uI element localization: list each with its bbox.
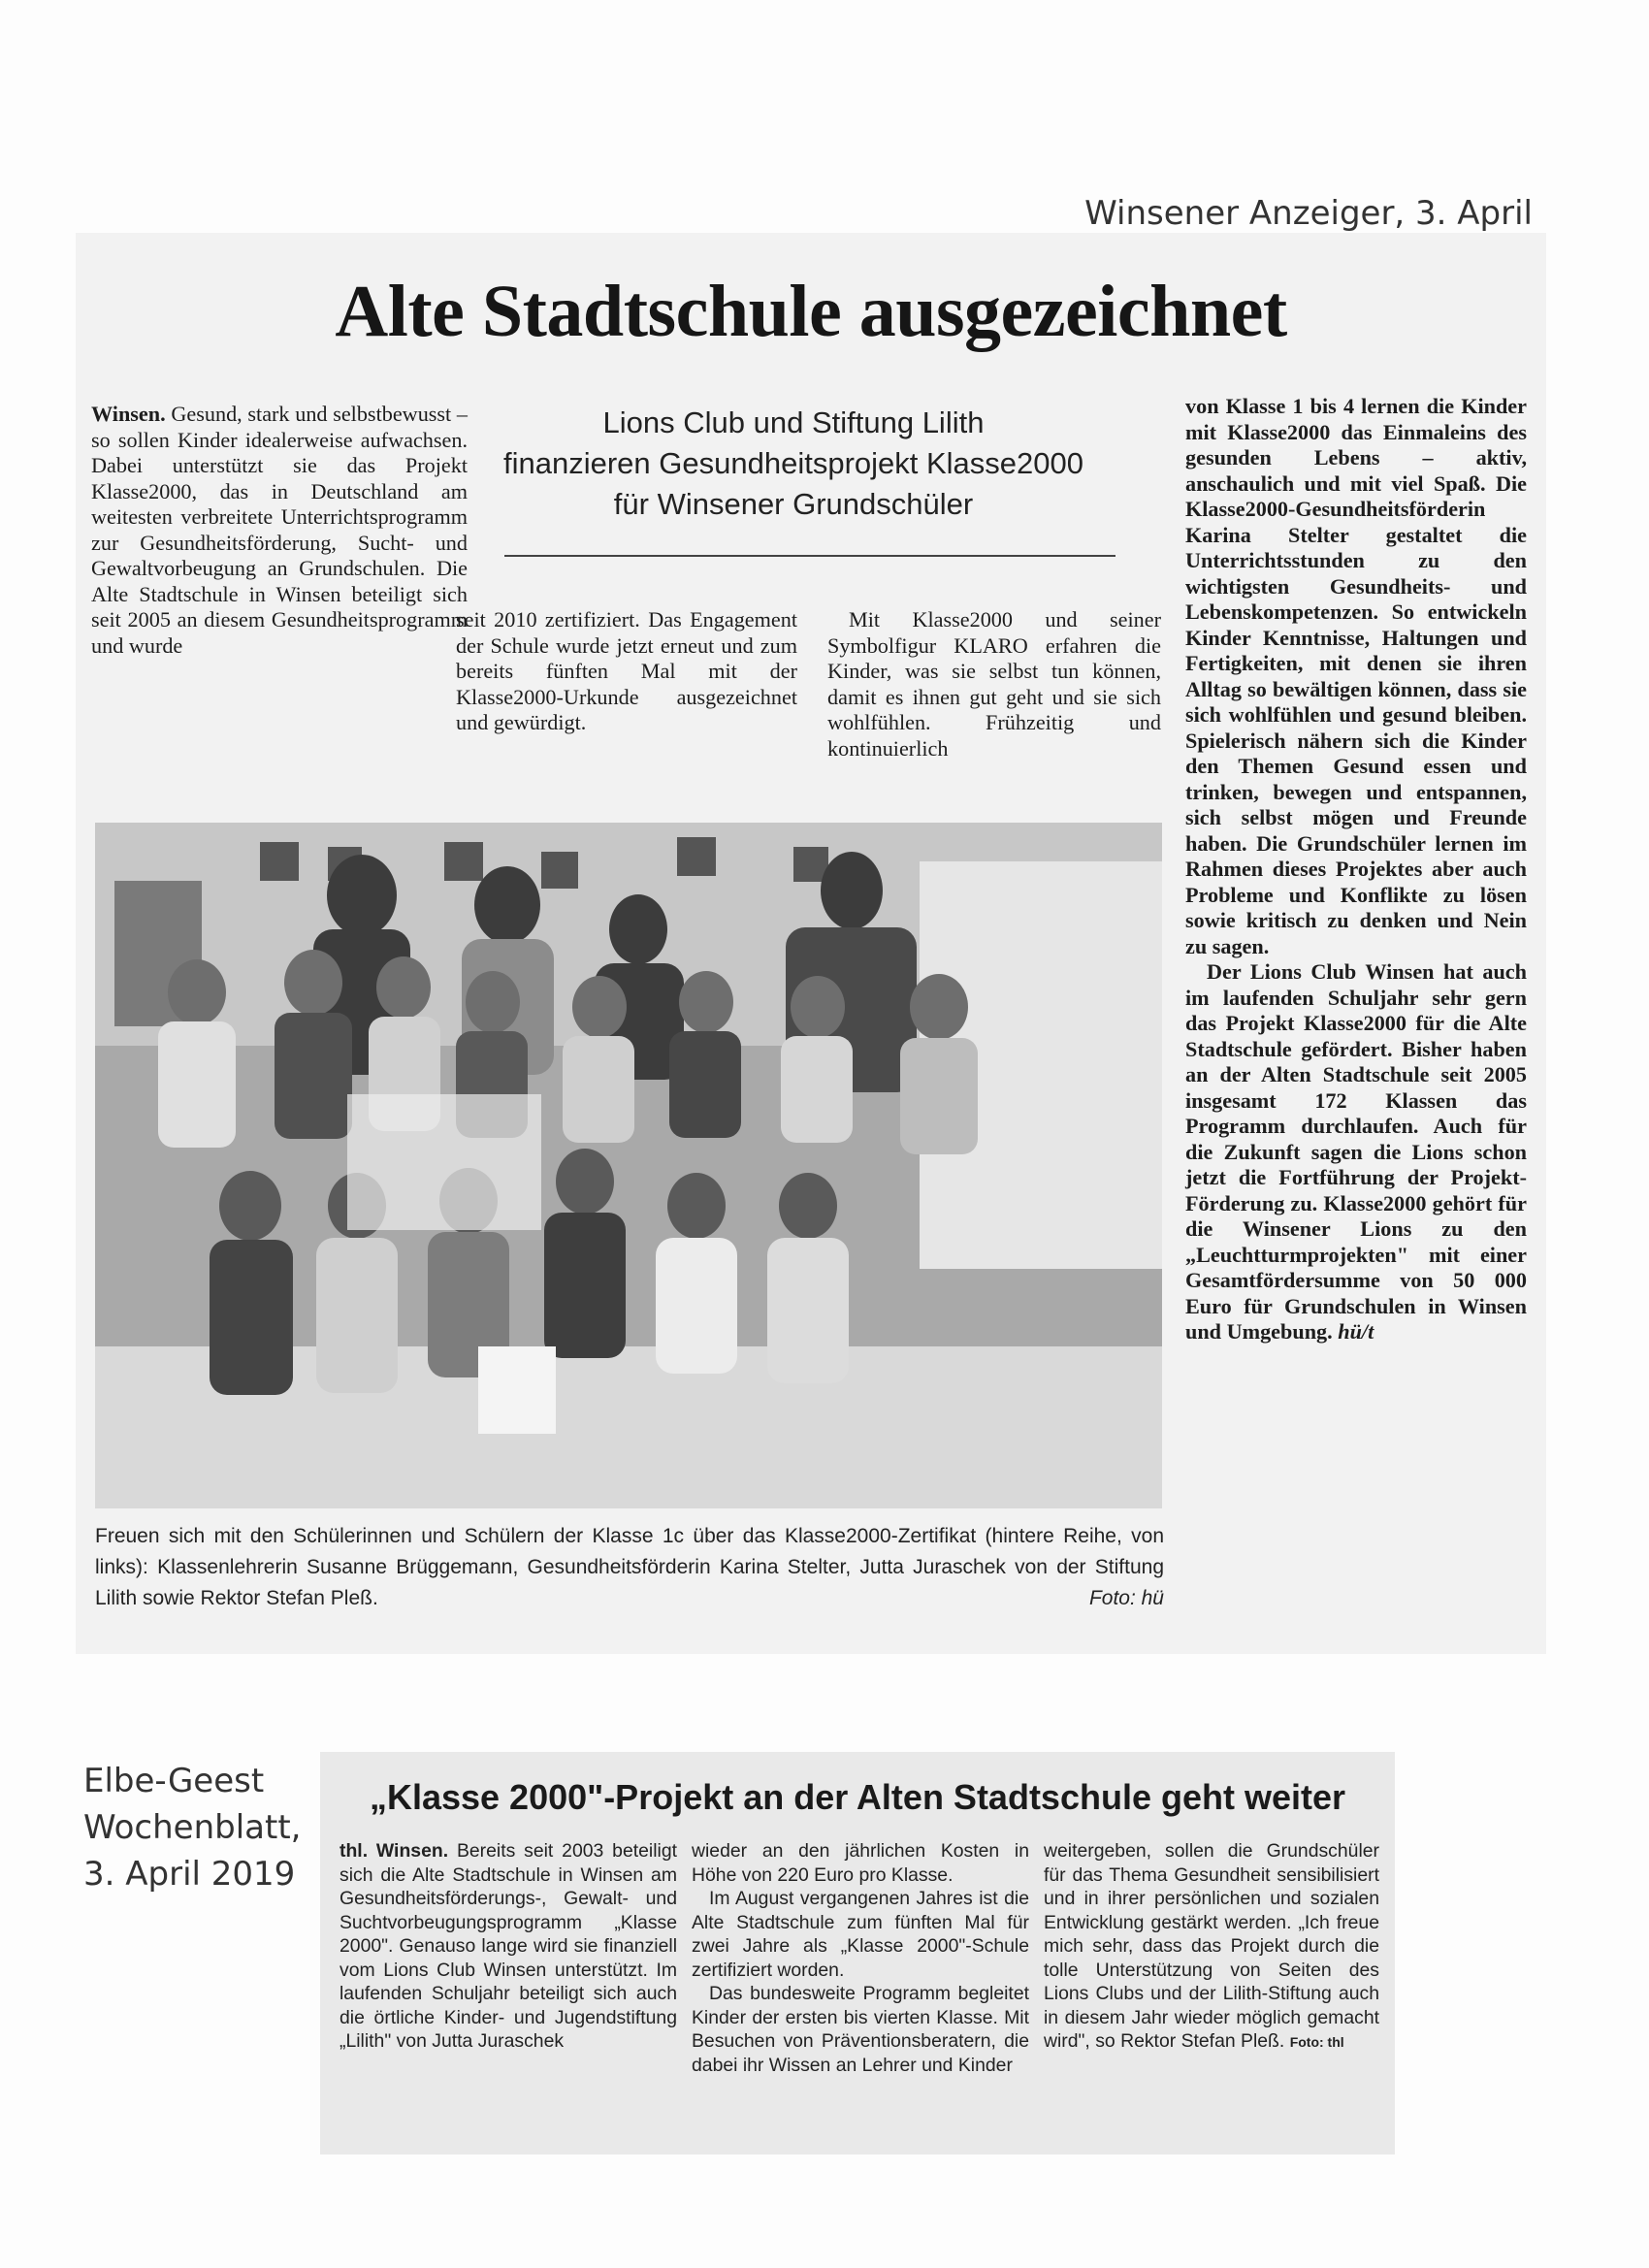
column-text: seit 2010 zertifiziert. Das Engagement der Schule wurde jetzt erneut und zum bereits fünften Mal mit der Klasse2000-Urkunde ausgezeichnet und gewürdigt. — [456, 607, 797, 734]
source-line-3: 3. April 2019 — [83, 1855, 296, 1894]
photo-credit: Foto: hü — [1088, 1587, 1164, 1609]
photo-caption — [95, 1521, 1164, 1614]
caption-text: Freuen sich mit den Schülerinnen und Schülern der Klasse 1c über das Klasse2000-Zertifikat (hintere Reihe, von links): Klassenlehrerin Susanne Brüggemann, Gesundheitsförderin Karina Stelter, Jutta Juraschek von der Stiftung Lilith sowie Rektor Stefan Pleß. — [95, 1525, 1164, 1609]
dateline: thl. Winsen. — [340, 1840, 449, 1862]
column-paragraph-2 — [1185, 959, 1527, 1345]
column-paragraph-2: Im August vergangenen Jahres ist die Alte Stadtschule zum fünften Mal für zwei Jahre als „Klasse 2000"-Schule zertifiziert worden. — [692, 1888, 1029, 1981]
author-credit: hü/t — [1338, 1319, 1374, 1344]
divider — [504, 555, 1116, 557]
newspaper-source: Winsener Anzeiger, 3. April — [1084, 194, 1533, 233]
article-column-1 — [91, 402, 468, 659]
newspaper-source — [83, 1758, 301, 1897]
article-column-4 — [1185, 394, 1527, 1345]
column-text: Der Lions Club Winsen hat auch im laufenden Schuljahr sehr gern das Projekt Klasse2000 für die Alte Stadtschule gefördert. Bisher haben an der Alten Stadtschule seit 2005 insgesamt 172 Klassen das Programm durchlaufen. Auch für die Zukunft sagen die Lions schon jetzt die Fortführung der Projekt-Förderung zu. Klasse2000 gehört für die Winsener Lions zu den „Leuchtturmprojekten" mit einer Gesamtfördersumme von 50 000 Euro für Grundschulen in Winsen und Umgebung. — [1185, 959, 1527, 1344]
article-headline: „Klasse 2000"-Projekt an der Alten Stadtschule geht weiter — [369, 1777, 1346, 1817]
article-subheadline — [464, 403, 1123, 525]
column-paragraph-1: von Klasse 1 bis 4 lernen die Kinder mit Klasse2000 das Einmaleins des gesunden Lebens – aktiv, anschaulich und mit viel Spaß. Die Klasse2000-Gesundheitsförderin Karina Stelter gestaltet die Unterrichtsstunden zu den wichtigsten Gesundheits- und Lebenskompetenzen. So entwickeln Kinder Kenntnisse, Haltungen und Fertigkeiten, mit denen sie ihren Alltag so bewältigen können, dass sie sich wohlfühlen und gesund bleiben. Spielerisch nähern sich die Kinder den Themen Gesund essen und trinken, bewegen und entspannen, sich selbst mögen und Freunde haben. Die Grundschüler lernen im Rahmen dieses Projektes aber auch Probleme und Konflikte zu lösen sowie kritisch zu denken und Nein zu sagen. — [1185, 394, 1527, 958]
article-column-1 — [340, 1839, 677, 2054]
article-column-2 — [456, 607, 797, 736]
photo-credit: Foto: thl — [1289, 2034, 1344, 2050]
article-column-3 — [1044, 1839, 1379, 2055]
column-paragraph-3: Das bundesweite Programm begleitet Kinder der ersten bis vierten Klasse. Mit Besuchen von Präventionsberatern, die dabei ihr Wissen an Lehrer und Kinder — [692, 1983, 1029, 2076]
source-line-1: Elbe-Geest — [83, 1762, 265, 1800]
group-photo — [95, 823, 1162, 1508]
column-text: Mit Klasse2000 und seiner Symbolfigur KLARO erfahren die Kinder, was sie selbst tun können, damit es ihnen gut geht und sie sich wohlfühlen. Frühzeitig und kontinuierlich — [827, 607, 1161, 761]
dateline: Winsen. — [91, 402, 166, 426]
column-paragraph-1: wieder an den jährlichen Kosten in Höhe von 220 Euro pro Klasse. — [692, 1840, 1029, 1886]
article-column-3 — [827, 607, 1161, 761]
source-line-2: Wochenblatt, — [83, 1808, 302, 1847]
subhead-line-3: für Winsener Grundschüler — [613, 487, 974, 521]
column-text: Bereits seit 2003 beteiligt sich die Alte Stadtschule in Winsen am Gesundheitsförderungs-, Gewalt- und Suchtvorbeugungsprogramm „Klasse 2000". Genauso lange wird sie finanziell vom Lions Club Winsen unterstützt. Im laufenden Schuljahr beteiligt sich auch die örtliche Kinder- und Jugendstiftung „Lilith" von Jutta Juraschek — [340, 1840, 677, 2052]
subhead-line-1: Lions Club und Stiftung Lilith — [602, 405, 985, 439]
subhead-line-2: finanzieren Gesundheitsprojekt Klasse2000 — [503, 446, 1083, 480]
article-column-2 — [692, 1839, 1029, 2077]
column-text: Gesund, stark und selbstbewusst – so sollen Kinder idealerweise aufwachsen. Dabei unterstützt sie das Projekt Klasse2000, das in Deutschland am weitesten verbreitete Unterrichtsprogramm zur Gesundheitsförderung, Sucht- und Gewaltvorbeugung an Grundschulen. Die Alte Stadtschule in Winsen beteiligt sich seit 2005 an diesem Gesundheitsprogramm und wurde — [91, 402, 469, 658]
column-text: weitergeben, sollen die Grundschüler für das Thema Gesundheit sensibilisiert und in ihrer persönlichen und sozialen Entwicklung gestärkt werden. „Ich freue mich sehr, dass das Projekt durch die tolle Unterstützung von Seiten des Lions Clubs und der Lilith-Stiftung auch in diesem Jahr wieder möglich gemacht wird", so Rektor Stefan Pleß. — [1044, 1840, 1379, 2052]
article-headline: Alte Stadtschule ausgezeichnet — [335, 271, 1287, 352]
